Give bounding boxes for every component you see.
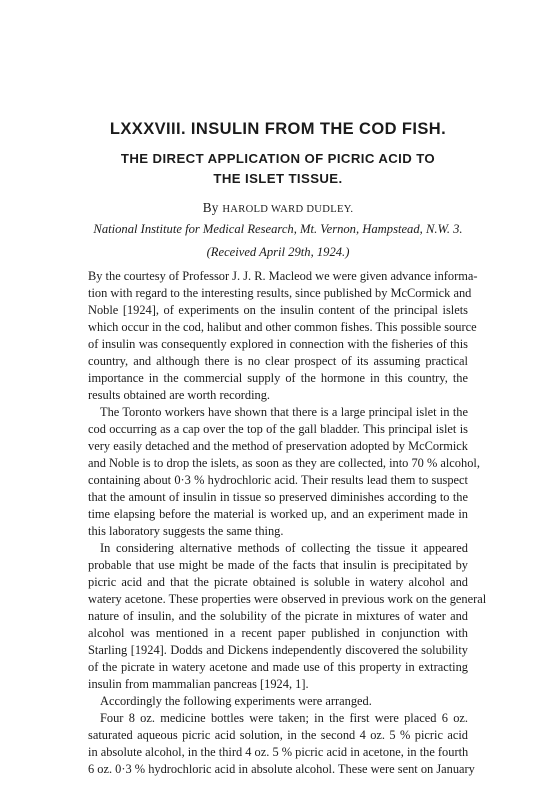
- body-line: in absolute alcohol, in the third 4 oz. 5 % picric acid in acetone, in the fourth: [88, 745, 469, 759]
- body-line: picric acid and that the picrate obtained is soluble in watery alcohol and: [88, 575, 468, 589]
- body-line: tion with regard to the interesting results, since published by McCormick and: [88, 286, 472, 300]
- body-line: insulin from mammalian pancreas [1924, 1].: [88, 677, 309, 691]
- body-line: Four 8 oz. medicine bottles were taken; in the first were placed 6 oz.: [100, 711, 468, 725]
- body-line: alcohol was mentioned in a recent paper published in conjunction with: [88, 626, 468, 640]
- body-line: In considering alternative methods of collecting the tissue it appeared: [100, 541, 468, 555]
- body-line: this laboratory suggests the same thing.: [88, 524, 284, 538]
- body-line: of insulin was consequently explored in connection with the fisheries of this: [88, 337, 468, 351]
- body-line: probable that use might be made of the facts that insulin is precipitated by: [88, 558, 468, 572]
- body-line: results obtained are worth recording.: [88, 388, 271, 402]
- author-byline: [0, 200, 556, 216]
- body-line: and Noble is to drop the islets, as soon as they are collected, into 70 % alcohol,: [88, 456, 480, 470]
- body-line: country, and although there is no clear prospect of its assuming practical: [88, 354, 468, 368]
- article-title: LXXXVIII. INSULIN FROM THE COD FISH.: [109, 120, 447, 138]
- author-affiliation: National Institute for Medical Research, Mt. Vernon, Hampstead, N.W. 3.: [93, 222, 463, 236]
- body-line: Starling [1924]. Dodds and Dickens independently discovered the solubility: [88, 643, 468, 657]
- article-subtitle-line-2: THE ISLET TISSUE.: [213, 171, 343, 186]
- body-line: Noble [1924], of experiments on the insulin content of the principal islets: [88, 303, 468, 317]
- author-name: HAROLD WARD DUDLEY.: [222, 204, 354, 215]
- body-line: watery acetone. These properties were observed in previous work on the general: [88, 592, 487, 606]
- body-line: The Toronto workers have shown that there is a large principal islet in the: [100, 405, 468, 419]
- received-date: (Received April 29th, 1924.): [206, 245, 350, 259]
- body-line: containing about 0·3 % hydrochloric acid. Their results lead them to suspect: [88, 473, 468, 487]
- body-line: 6 oz. 0·3 % hydrochloric acid in absolute alcohol. These were sent on January: [88, 762, 475, 776]
- body-line: which occur in the cod, halibut and other common fishes. This possible source: [88, 320, 477, 334]
- body-line: that the amount of insulin in tissue so preserved diminishes according to the: [88, 490, 468, 504]
- author-prefix: By: [202, 200, 219, 215]
- body-line: of the picrate in watery acetone and made use of this property in extracting: [88, 660, 468, 674]
- body-line: very easily detached and the method of preservation adopted by McCormick: [88, 439, 468, 453]
- body-line: time elapsing before the material is worked up, and an experiment made in: [88, 507, 468, 521]
- body-line: importance in the commercial supply of the hormone in this country, the: [88, 371, 468, 385]
- body-line: Accordingly the following experiments were arranged.: [100, 694, 372, 708]
- body-line: cod occurring as a cap over the top of the gall bladder. This principal islet is: [88, 422, 468, 436]
- body-line: By the courtesy of Professor J. J. R. Macleod we were given advance informa-: [88, 269, 478, 283]
- article-subtitle-line-1: THE DIRECT APPLICATION OF PICRIC ACID TO: [120, 151, 436, 166]
- body-line: nature of insulin, and the solubility of the picrate in mixtures of water and: [88, 609, 468, 623]
- body-line: saturated aqueous picric acid solution, in the second 4 oz. 5 % picric acid: [88, 728, 468, 742]
